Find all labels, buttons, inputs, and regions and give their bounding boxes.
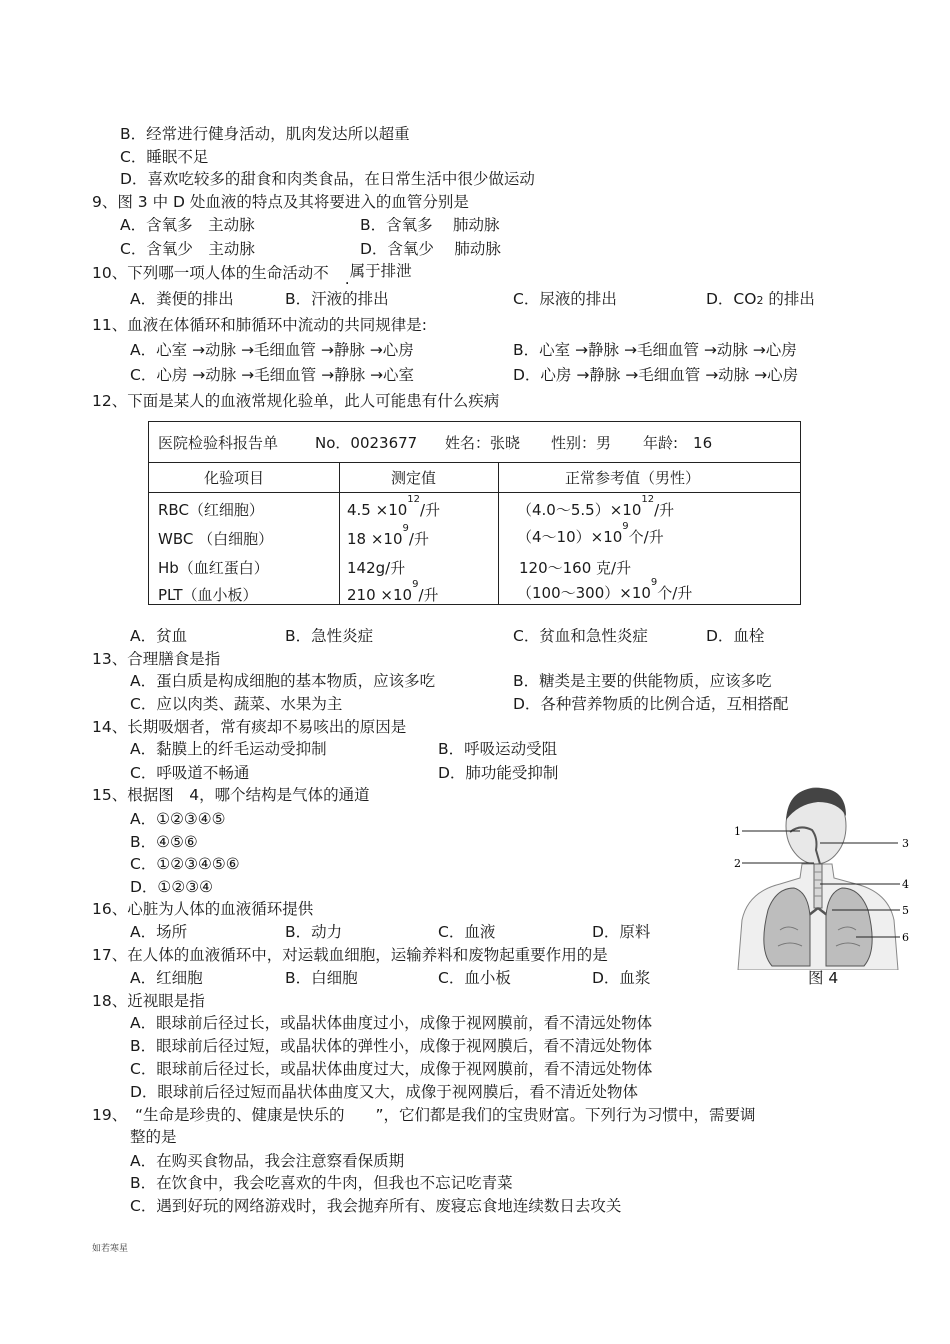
q13-option-c: C．应以肉类、蔬菜、水果为主	[130, 695, 343, 713]
col-header-reference: 正常参考值（男性）	[565, 469, 701, 487]
q10-emphasis-dot: .	[344, 270, 350, 288]
q10-stem-text: 10、下列哪一项人体的生命活动不	[92, 264, 329, 282]
q16-stem: 16、心脏为人体的血液循环提供	[92, 900, 314, 918]
row-value-exponent: 12	[407, 494, 421, 505]
row-reference	[517, 494, 675, 520]
q11-option-c: C．心房 →动脉 →毛细血管 →静脉 →心室	[130, 366, 414, 384]
q14-option-b: B．呼吸运动受阻	[438, 740, 558, 758]
q19-stem-continued: 整的是	[130, 1128, 177, 1146]
q10-option-a: A．粪便的排出	[130, 290, 234, 308]
figure-caption: 图 4	[808, 969, 839, 987]
row-value-text: 142g/升	[347, 559, 406, 577]
q18-option-a: A．眼球前后径过长，或晶状体曲度过小，成像于视网膜前，看不清远处物体	[130, 1014, 653, 1032]
row-value-exponent: 9	[412, 579, 419, 590]
column-divider	[498, 462, 499, 604]
report-patient-name: 姓名：张晓	[445, 434, 521, 452]
q16-option-b: B．动力	[285, 923, 343, 941]
row-value	[347, 523, 429, 549]
row-value-exponent: 9	[402, 523, 409, 534]
col-header-item: 化验项目	[204, 469, 265, 487]
q15-option-d: D．①②③④	[130, 878, 214, 896]
report-patient-sex: 性别：男	[551, 434, 612, 452]
report-patient-age: 年龄: 16	[643, 434, 713, 452]
q18-option-c: C．眼球前后径过长，或晶状体曲度过大，成像于视网膜前，看不清远处物体	[130, 1060, 653, 1078]
q14-stem: 14、长期吸烟者，常有痰却不易咳出的原因是	[92, 718, 407, 736]
q10-option-d-text: D．CO	[706, 290, 757, 308]
q17-option-a: A．红细胞	[130, 969, 203, 987]
row-ref-exponent: 12	[641, 494, 655, 505]
row-reference	[517, 521, 664, 547]
q15-option-b: B．④⑤⑥	[130, 833, 198, 851]
q11-option-a: A．心室 →动脉 →毛细血管 →静脉 →心房	[130, 341, 414, 359]
respiratory-system-figure	[728, 780, 918, 970]
q19-option-c: C．遇到好玩的网络游戏时，我会抛弃所有、废寝忘食地连续数日去攻关	[130, 1197, 622, 1215]
q13-option-d: D．各种营养物质的比例合适，互相搭配	[513, 695, 789, 713]
q12-option-a: A．贫血	[130, 627, 188, 645]
row-value-text: 210 ×10	[347, 586, 413, 604]
row-ref-text: （100～300）×10	[517, 584, 651, 602]
q10-option-c: C．尿液的排出	[513, 290, 617, 308]
q14-option-c: C．呼吸道不畅通	[130, 764, 250, 782]
figure-label: 5	[902, 904, 909, 917]
q14-option-a: A．黏膜上的纤毛运动受抑制	[130, 740, 327, 758]
row-item: WBC （白细胞）	[158, 530, 274, 548]
q17-stem: 17、在人体的血液循环中，对运载血细胞，运输养料和废物起重要作用的是	[92, 946, 608, 964]
row-item: Hb（血红蛋白）	[158, 559, 269, 577]
row-value	[347, 557, 405, 578]
report-header-row	[149, 422, 800, 463]
q11-option-d: D．心房 →静脉 →毛细血管 →动脉 →心房	[513, 366, 799, 384]
row-ref-exponent: 9	[622, 521, 629, 532]
row-value-text: 4.5 ×10	[347, 501, 408, 519]
q9-option-c: C．含氧少 主动脉	[120, 240, 255, 258]
q10-option-b: B．汗液的排出	[285, 290, 389, 308]
report-number: No．0023677	[315, 434, 418, 452]
row-value-unit: /升	[408, 530, 429, 548]
q11-stem: 11、血液在体循环和肺循环中流动的共同规律是:	[92, 316, 427, 334]
figure-label: 3	[902, 837, 909, 850]
row-ref-exponent: 9	[650, 577, 658, 588]
q8-option-b: B．经常进行健身活动，肌肉发达所以超重	[120, 125, 410, 143]
q17-option-d: D．血浆	[592, 969, 651, 987]
q16-option-a: A．场所	[130, 923, 188, 941]
row-ref-unit: /升	[654, 501, 675, 519]
q10-stem-tail: 属于排泄	[349, 262, 412, 280]
q12-option-d: D．血栓	[706, 627, 765, 645]
row-ref-text: （4～10）×10	[517, 528, 623, 546]
row-value-unit: /升	[418, 586, 439, 604]
row-ref-unit: 个/升	[657, 584, 693, 602]
q8-option-d: D．喜欢吃较多的甜食和肉类食品，在日常生活中很少做运动	[120, 170, 535, 188]
q13-option-b: B．糖类是主要的供能物质，应该多吃	[513, 672, 772, 690]
row-value-unit: /升	[420, 501, 441, 519]
column-divider	[339, 462, 340, 604]
figure-label: 1	[734, 825, 741, 838]
row-item: RBC（红细胞）	[158, 501, 264, 519]
row-ref-text: （4.0～5.5）×10	[517, 501, 642, 519]
q10-option-d-subscript: 2	[756, 294, 764, 307]
row-ref-unit: 个/升	[628, 528, 664, 546]
q18-option-d: D．眼球前后径过短而晶状体曲度又大，成像于视网膜后，看不清近处物体	[130, 1083, 638, 1101]
figure-label: 2	[734, 857, 741, 870]
q17-option-c: C．血小板	[438, 969, 511, 987]
row-value	[347, 494, 441, 520]
q15-option-a: A．①②③④⑤	[130, 810, 226, 828]
figure-label: 6	[902, 931, 909, 944]
row-item: PLT（血小板）	[158, 586, 258, 604]
q12-option-b: B．急性炎症	[285, 627, 374, 645]
q12-option-c: C．贫血和急性炎症	[513, 627, 648, 645]
q16-option-d: D．原料	[592, 923, 651, 941]
q19-stem: 19、 “生命是珍贵的、健康是快乐的 ”，它们都是我们的宝贵财富。下列行为习惯中，需要调	[92, 1106, 756, 1124]
q9-option-d: D．含氧少 肺动脉	[360, 240, 501, 258]
report-column-header-row	[149, 462, 800, 493]
q13-option-a: A．蛋白质是构成细胞的基本物质，应该多吃	[130, 672, 436, 690]
q18-option-b: B．眼球前后径过短，或晶状体的弹性小，成像于视网膜后，看不清远处物体	[130, 1037, 653, 1055]
q18-stem: 18、近视眼是指	[92, 992, 205, 1010]
report-title: 医院检验科报告单	[158, 434, 279, 452]
row-value-text: 18 ×10	[347, 530, 403, 548]
col-header-value: 测定值	[391, 469, 437, 487]
q9-option-b: B．含氧多 肺动脉	[360, 216, 500, 234]
q10-stem	[92, 262, 412, 288]
q15-stem: 15、根据图 4，哪个结构是气体的通道	[92, 786, 370, 804]
q10-option-d	[706, 289, 815, 311]
page-footer: 如若寒星	[92, 1244, 129, 1254]
q11-option-b: B．心室 →静脉 →毛细血管 →动脉 →心房	[513, 341, 797, 359]
respiratory-system-illustration	[728, 780, 918, 970]
q8-option-c: C．睡眠不足	[120, 148, 209, 166]
q13-stem: 13、合理膳食是指	[92, 650, 221, 668]
row-value	[347, 579, 439, 605]
row-reference	[517, 577, 693, 603]
q9-option-a: A．含氧多 主动脉	[120, 216, 255, 234]
row-ref-text: 120～160 克/升	[519, 559, 632, 577]
lab-report-table	[148, 421, 801, 605]
figure-label: 4	[902, 878, 909, 891]
q14-option-d: D．肺功能受抑制	[438, 764, 559, 782]
row-reference	[519, 557, 631, 578]
q19-option-a: A．在购买食物品，我会注意察看保质期	[130, 1152, 405, 1170]
q10-option-d-tail: 的排出	[763, 290, 815, 308]
q12-stem: 12、下面是某人的血液常规化验单，此人可能患有什么疾病	[92, 392, 500, 410]
q17-option-b: B．白细胞	[285, 969, 358, 987]
q16-option-c: C．血液	[438, 923, 496, 941]
q19-option-b: B．在饮食中，我会吃喜欢的牛肉，但我也不忘记吃青菜	[130, 1174, 513, 1192]
q9-stem: 9、图 3 中 D 处血液的特点及其将要进入的血管分别是	[92, 193, 469, 211]
q15-option-c: C．①②③④⑤⑥	[130, 855, 240, 873]
